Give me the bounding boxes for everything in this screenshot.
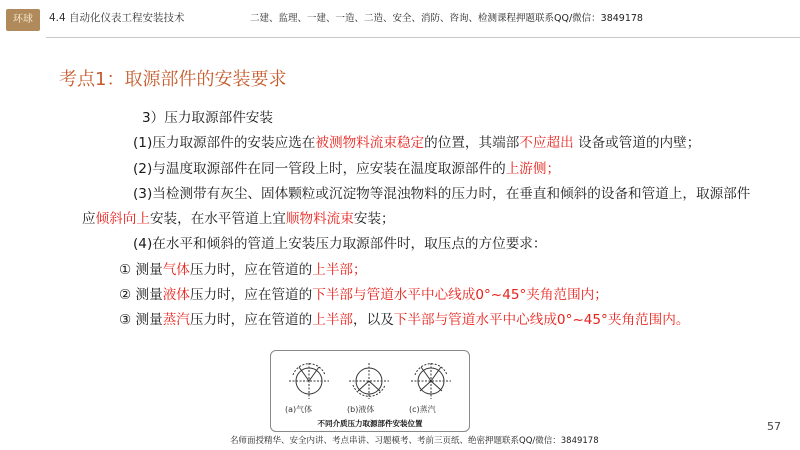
page-number: 57 [767, 420, 781, 433]
figure-label-liquid: (b)液体 [347, 405, 375, 414]
pipe-diagram [279, 353, 461, 405]
item-4: (4)在水平和倾斜的管道上安装压力取源部件时，取压点的方位要求： [133, 236, 547, 253]
header-contact: 二建、监理、一建、一造、二造、安全、消防、咨询、检测课程押题联系QQ/微信：3849178 [250, 13, 643, 24]
chapter-title: 4.4 自动化仪表工程安装技术 [49, 12, 185, 24]
section-heading: 3）压力取源部件安装 [142, 110, 273, 126]
gas-pipe-diagram [289, 363, 329, 399]
content-body [82, 106, 752, 334]
header-divider [46, 37, 800, 38]
footer-contact: 名师面授精华、安全内讲、考点串讲、习题模考、考前三页纸、绝密押题联系QQ/微信：3849178 [230, 436, 599, 446]
item-1: (1)压力取源部件的安装应选在被测物料流束稳定的位置，其端部不应超出 设备或管道的内壁； [133, 135, 701, 152]
top-bar [0, 0, 800, 44]
brand-logo: 环球 [6, 9, 40, 31]
steam-pipe-diagram [411, 363, 451, 399]
item-3: (3)当检测带有灰尘、固体颗粒或沉淀物等混浊物料的压力时，在垂直和倾斜的设备和管道上，取源部件应倾斜向上安装，在水平管道上宜顺物料流束安装； [82, 185, 751, 228]
figure-label-gas: (a)气体 [285, 405, 313, 414]
figure-caption: 不同介质压力取源部件安装位置 [317, 419, 423, 428]
pressure-tap-figure [270, 350, 470, 432]
case-steam: ③ 测量蒸汽压力时，应在管道的上半部，以及下半部与管道水平中心线成0°~45°夹角范围内。 [119, 312, 690, 329]
item-2: (2)与温度取源部件在同一管段上时，应安装在温度取源部件的上游侧； [133, 160, 561, 177]
page-title: 考点1：取源部件的安装要求 [59, 69, 287, 90]
liquid-pipe-diagram [349, 363, 389, 399]
case-liquid: ② 测量液体压力时，应在管道的下半部与管道水平中心线成0°~45°夹角范围内； [119, 287, 608, 304]
figure-label-steam: (c)蒸汽 [409, 405, 436, 414]
case-gas: ① 测量气体压力时，应在管道的上半部； [119, 261, 367, 278]
